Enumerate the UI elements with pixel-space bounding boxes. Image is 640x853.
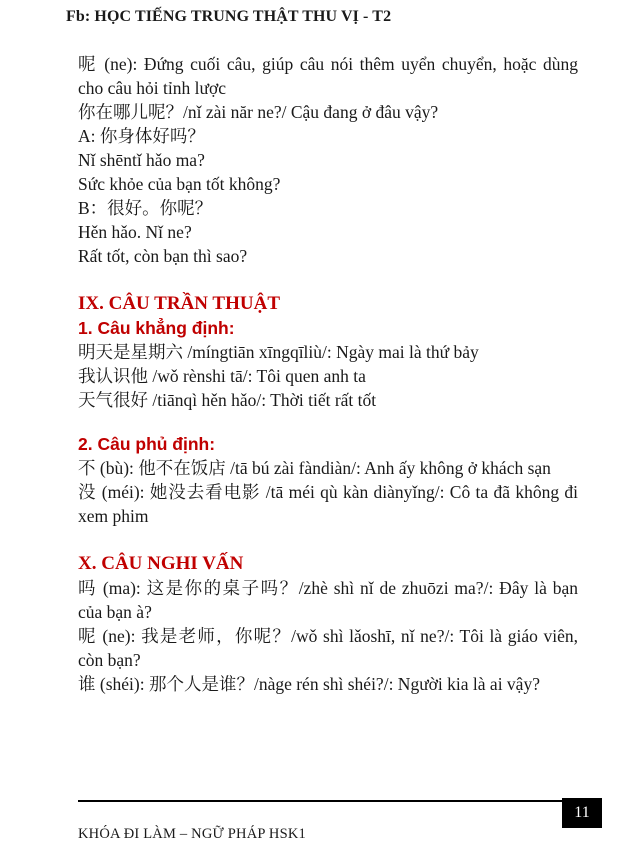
example-line: Nǐ shēntǐ hǎo ma? <box>78 150 205 170</box>
negative-example: 没 (méi): 她没去看电影 /tā méi qù kàn diànyǐng/: Cô ta đã không đi xem phim <box>78 482 578 526</box>
example-line: Hěn hǎo. Nǐ ne? <box>78 222 192 242</box>
spacer <box>78 528 578 552</box>
affirmative-example: 天气很好 /tiānqì hěn hǎo/: Thời tiết rất tốt <box>78 390 377 410</box>
example-line: Rất tốt, còn bạn thì sao? <box>78 246 248 266</box>
subsection-title-negative: 2. Câu phủ định: <box>78 434 216 454</box>
subsection-title-affirmative: 1. Câu khẳng định: <box>78 318 235 338</box>
question-example: 吗 (ma): 这是你的桌子吗？/zhè shì nǐ de zhuōzi ma?/: Đây là bạn của bạn à? <box>78 578 578 622</box>
affirmative-example: 我认识他 /wǒ rènshi tā/: Tôi quen anh ta <box>78 366 366 386</box>
negative-example: 不 (bù): 他不在饭店 /tā bú zài fàndiàn/: Anh ấy không ở khách sạn <box>78 458 551 478</box>
spacer <box>78 268 578 292</box>
footer-divider <box>78 800 562 802</box>
question-example: 呢 (ne): 我是老师，你呢？/wǒ shì lǎoshī, nǐ ne?/: Tôi là giáo viên, còn bạn? <box>78 626 578 670</box>
section-title-declarative: IX. CÂU TRẦN THUẬT <box>78 293 280 314</box>
example-line: Sức khỏe của bạn tốt không? <box>78 174 281 194</box>
spacer <box>78 412 578 432</box>
page-header: Fb: HỌC TIẾNG TRUNG THẬT THU VỊ - T2 <box>66 8 392 25</box>
example-line: A: 你身体好吗？ <box>78 126 205 146</box>
footer-course-title: KHÓA ĐI LÀM – NGỮ PHÁP HSK1 <box>78 826 306 842</box>
page-number: 11 <box>562 798 602 828</box>
page-content <box>78 52 578 696</box>
question-example: 谁 (shéi): 那个人是谁？/nàge rén shì shéi?/: Người kia là ai vậy? <box>78 674 540 694</box>
affirmative-example: 明天是星期六 /míngtiān xīngqīliù/: Ngày mai là thứ bảy <box>78 342 479 362</box>
example-line: 你在哪儿呢？/nǐ zài năr ne?/ Cậu đang ở đâu vậy? <box>78 102 439 122</box>
section-title-interrogative: X. CÂU NGHI VẤN <box>78 553 244 574</box>
ne-definition: 呢 (ne): Đứng cuối câu, giúp câu nói thêm uyển chuyển, hoặc dùng cho câu hỏi tỉnh lược <box>78 54 578 98</box>
example-line: B：很好。你呢？ <box>78 198 213 218</box>
